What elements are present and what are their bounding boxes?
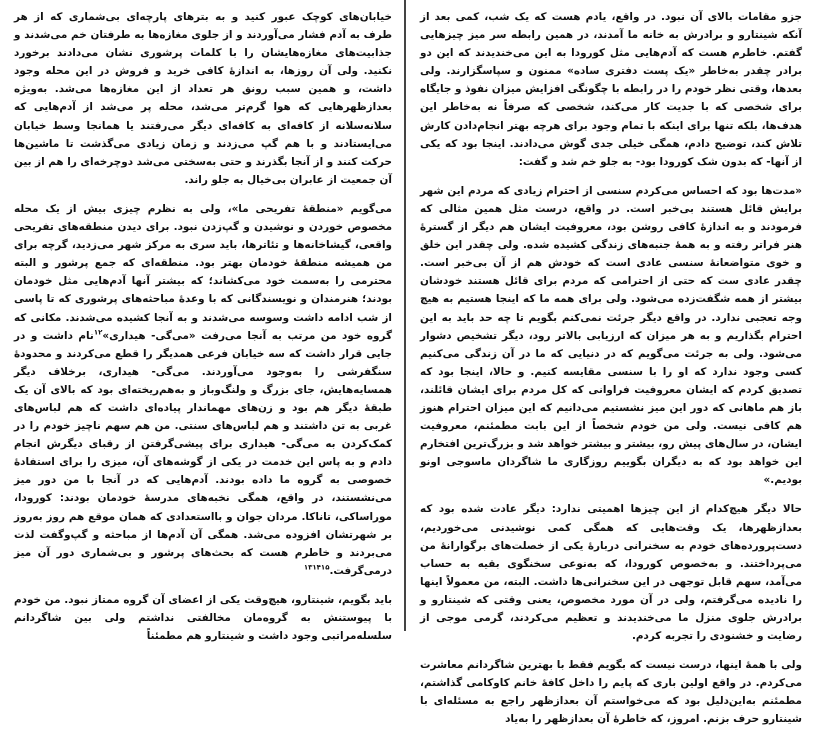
footnote-marker: ۱۳	[303, 563, 313, 572]
paragraph: ولی با همهٔ اینها، درست نیست که بگویم فقط با بهترین شاگردانم معاشرت می‌کردم. در واقع اولین باری که پایم را داخل کافهٔ خانم کاوکامی گذاشتم، مطمئنم به‌این‌دلیل بود که می‌خواستم آن بعدازظهر راجع به مسئله‌ای با شینتارو حرف بزنم. امروز، که خاطرهٔ آن بعدازظهر را به‌یاد	[420, 659, 802, 726]
left-page-text	[14, 8, 392, 645]
right-page-text	[420, 8, 802, 729]
paragraph: «مدت‌ها بود که احساس می‌کردم سنسی از احترام زیادی که مردم این شهر برایش قائل هستند بی‌خبر است. در واقع، درست مثل همین مثالی که فرمودند و به اندازهٔ کافی روشن بود، معروفیت ایشان هم دیگر از گسترهٔ هنر فراتر رفته و به همهٔ جنبه‌های زندگی کشیده شده. ولی چقدر این خلق و خوی متواضعانهٔ سنسی عادی است که خودش هم از آن بی‌خبر است. چقدر عادی ست که حتی از احترامی که مردم برای قائل هستند خودشان بیشتر از همه شگفت‌زده می‌شود. ولی برای همه ما که اینجا هستیم به هیچ وجه تعجبی ندارد. در واقع دیگر جرئت نمی‌کنم بگویم تا چه حد باید به این احترام بگذاریم و به هر میزان که ارزیابی بالاتر رود، دیگر تشخیص دشوار می‌شود. ولی به جرئت می‌گویم که در دنیایی که ما در آن زندگی می‌کنیم کسی وجود ندارد که او را با سنسی مقایسه کنیم. و حالا، اینجا بود که تصدیق کردم که ایشان معروفیت فراوانی که کل مردم برای ایشان قائلند، باز هم ماهانی که دور این میز نشستیم می‌دانیم که این میزان احترام هنوز هم کافی نیست. ولی من خودم شخصاً از این بابت مطمئنم، معروفیت ایشان، در سال‌های پیش رو، بیشتر و بیشتر خواهد شد و بزرگ‌ترین افتخارم این خواهد بود که به دیگران بگوییم روزگاری ما شاگردان ماسوجی اونو بودیم.»	[420, 184, 802, 487]
paragraph-text: نام داشت و در جایی قرار داشت که سه خیابان فرعی همدیگر را قطع می‌کردند و محدودهٔ سنگفرشی را به‌وجود می‌آوردند. می‌گی- هیداری، برخلاف دیگر همسایه‌هایش، جای بزرگ و ولنگ‌وباز و به‌هم‌ریخته‌ای بود که بالای آن یک طبقهٔ دیگر هم بود و زن‌های مهماندار پیاده‌ای داشت که هم لباس‌های غربی به تن داشتند و هم لباس‌های سنتی. من هم سهم ناچیز خودم را در کمک‌کردن به می‌گی- هیداری برای پیشی‌گرفتن از رقبای دیگرش انجام دادم و به پاس این خدمت در یکی از گوشه‌های آن، میزی را برای استفادهٔ خصوصی به گروه ما داده بودند. آدم‌هایی که در آنجا با من دور میز می‌نشستند، در واقع، همگی نخبه‌های مدرسهٔ خودمان بودند: کورودا، موراساکی، تاناکا. مردان جوان و بااستعدادی که همان موقع هم روز به‌روز بر شهرتشان افزوده می‌شد. همگی آن آدم‌ها از مباحثه و گپ‌وگفت لذت می‌بردند و خاطرم هست که بحث‌های پرشور و بی‌شماری دور آن میز درمی‌گرفت.	[14, 329, 392, 577]
paragraph: جزو مقامات بالای آن نبود. در واقع، یادم هست که یک شب، کمی بعد از آنکه شینتارو و برادرش به خانه ما آمدند، در همین رابطه سر میز چیزهایی گفتم. خاطرم هست که آدم‌هایی مثل کورودا به این می‌خندیدند که این دو برادر چقدر به‌خاطر «یک پست دفتری ساده» ممنون و سپاسگزارند. ولی بعدها، وقتی نظر خودم را در رابطه با چگونگی افزایش میزان نفوذ و جایگاه برای شخصی که با جدیت کار می‌کند، شخصی که صرفاً نه به‌خاطر این هدف‌ها، بلکه تنها برای اینکه با تمام وجود برای هرچه بهتر انجام‌دادن کارش تلاش کند، توضیح دادم، همگی خیلی جدی گوش می‌دادند. اینجا بود که یکی از آنها- که بدون شک کورودا بود- به جلو خم شد و گفت:	[420, 11, 802, 168]
paragraph: حالا دیگر هیچ‌کدام از این چیزها اهمیتی ندارد: دیگر عادت شده بود که بعدازظهرها، یک وقت‌هایی که همگی کمی نوشیدنی می‌خوردیم، دست‌پرورده‌های خودم به سخنرانی دربارهٔ یکی از خصلت‌های برگوارانهٔ من می‌پرداختند. و به‌خصوص کورودا، که به‌نوعی سخنگوی بقیه به حساب می‌آمد، سهم قابل توجهی در این سخنرانی‌ها داشت. البته، من معمولاً اینها را نادیده می‌گرفتم، ولی در آن مورد مخصوص، یعنی وقتی که شینتارو و برادرش جلوی منزل ما می‌خندیدند و تعظیم می‌کردند، گرمی موجی از رضایت و خشنودی را تجربه کردم.	[420, 503, 802, 643]
paragraph: خیابان‌های کوچک عبور کنید و به بترهای پارچه‌ای بی‌شماری که از هر طرف به آدم فشار می‌آوردند و از جلوی مغازه‌ها به طرفتان خم می‌شدند و جذابیت‌های مغازه‌هایشان را با کلمات پرشوری نشان می‌دادند برخورد نکنید. ولی آن روزها، به اندازهٔ کافی خرید و فروش در این محله وجود داشت، و همین سبب رونق هر تعداد از این مغازه‌ها می‌شد. به‌ویژه بعدازظهرهایی که هوا گرم‌تر می‌شد، محله پر می‌شد از آدم‌هایی که سلانه‌سلانه از کافه‌ای به کافه‌ای دیگر می‌رفتند یا همانجا وسط خیابان می‌ایستادند و با هم گپ می‌زدند و زمان زیادی می‌گذشت تا ماشین‌ها حرکت کنند و از آنجا بگذرند و حتی به‌سختی می‌شد دوچرخه‌ای را هم از بین آن جمعیت از عابران بی‌خیال به جلو راند.	[14, 11, 392, 186]
paragraph: باید بگویم، شینتارو، هیچ‌وقت یکی از اعضای آن گروه ممتاز نبود. من خودم با پیوستنش به گروه‌مان مخالفتی نداشتم ولی بین شاگردانم سلسله‌مراتبی وجود داشت و شینتارو هم مطمئناً	[14, 593, 392, 643]
right-page	[406, 0, 816, 726]
footnote-marker: ۱۲	[93, 328, 103, 337]
left-page	[0, 0, 404, 643]
paragraph-text: می‌گویم «منطقهٔ تفریحی ما»، ولی به نظرم چیزی بیش از یک محله مخصوص خوردن و نوشیدن و گپ‌زدن نبود. برای دیدن منطقه‌های تفریحی واقعی، گیشاخانه‌ها و تئاترها، باید سری به مرکز شهر می‌زدید، گرچه برای من همیشه منطقهٔ خودمان بهتر بود. منطقه‌ای که جمع پرشور و البته محترمی را به‌سمت خود می‌کشاند؛ که بیشتر آنها آدم‌هایی مثل خودمان بودند؛ هنرمندان و نویسندگانی که با وعدهٔ مباحثه‌های پرشوری که تا پاسی از شب ادامه داشت وسوسه می‌شدند و به آنجا کشیده می‌شدند. مکانی که گروه خود من مرتب به آنجا می‌رفت «می‌گی- هیداری»	[14, 202, 392, 342]
footnote-marker: ۱۴	[312, 563, 321, 572]
footnote-marker: ۱۵	[320, 563, 330, 572]
paragraph	[14, 200, 392, 580]
